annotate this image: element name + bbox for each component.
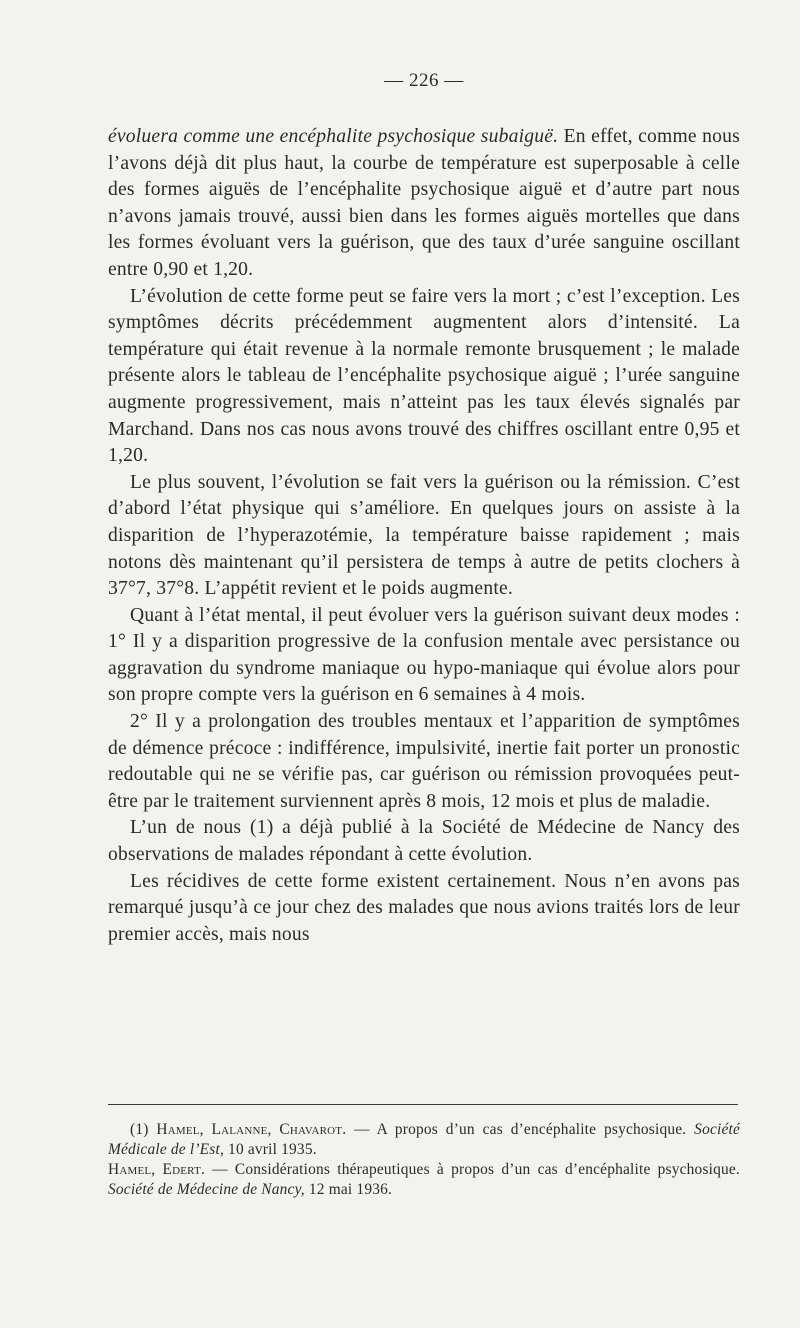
footnote-1: [108, 1120, 740, 1160]
footnote-2-authors: Hamel, Edert.: [108, 1161, 205, 1178]
paragraph-1-italic-lead: évoluera comme une encéphalite psychosique subaiguë.: [108, 126, 559, 147]
paragraph-1-text: En effet, comme nous l’avons déjà dit plus haut, la courbe de température est superposable à celle des formes aiguës de l’encéphalite psychosique aiguë et d’autre part nous n’avons jamais trouvé, aussi bien dans les formes aiguës mortelles que dans les formes évoluant vers la guérison, que des taux d’urée sanguine oscillant entre 0,90 et 1,20.: [108, 126, 740, 280]
footnote-separator: [108, 1104, 738, 1105]
footnotes: [108, 1120, 740, 1200]
body-text: [108, 124, 740, 948]
book-page: [108, 0, 740, 1328]
paragraph-5: 2° Il y a prolongation des troubles mentaux et l’apparition de symptômes de démence précoce : indifférence, impulsivité, inertie fait porter un pronostic redoutable qui ne se vérifie pas, car guérison ou rémission provoquées peut-être par le traitement surviennent après 8 mois, 12 mois et plus de maladie.: [108, 711, 740, 812]
paragraph-7: Les récidives de cette forme existent certainement. Nous n’en avons pas remarqué jusqu’à ce jour chez des malades que nous avions traités lors de leur premier accès, mais nous: [108, 870, 740, 945]
page-number: — 226 —: [384, 70, 464, 91]
footnote-1-marker: (1): [130, 1121, 157, 1138]
footnote-1-title: — A propos d’un cas d’encéphalite psychosique.: [346, 1121, 695, 1138]
footnote-1-authors: Hamel, Lalanne, Chavarot.: [156, 1121, 347, 1138]
footnote-2: [108, 1160, 740, 1200]
footnote-2-journal: Société de Médecine de Nancy,: [108, 1181, 305, 1198]
footnote-1-date: 10 avril 1935.: [224, 1141, 317, 1158]
footnote-2-title: — Considérations thérapeutiques à propos d’un cas d’encéphalite psychosique.: [205, 1161, 740, 1178]
paragraph-1: [108, 124, 740, 284]
paragraph-6: L’un de nous (1) a déjà publié à la Société de Médecine de Nancy des observations de malades répondant à cette évolution.: [108, 817, 740, 866]
footnote-2-date: 12 mai 1936.: [304, 1181, 393, 1198]
paragraph-2: L’évolution de cette forme peut se faire vers la mort ; c’est l’exception. Les symptômes décrits précédemment augmentent alors d’intensité. La température qui était revenue à la normale remonte brusquement ; le malade présente alors le tableau de l’encéphalite psychosique aiguë ; l’urée sanguine augmente progressivement, mais n’atteint pas les taux élevés signalés par Marchand. Dans nos cas nous avons trouvé des chiffres oscillant entre 0,95 et 1,20.: [108, 285, 740, 467]
paragraph-3: Le plus souvent, l’évolution se fait vers la guérison ou la rémission. C’est d’abord l’état physique qui s’améliore. En quelques jours on assiste à la disparition de l’hyperazotémie, la température baisse rapidement ; mais notons dès maintenant qu’il persistera de temps à autre de petits clochers à 37°7, 37°8. L’appétit revient et le poids augmente.: [108, 471, 740, 600]
footnote-1-journal: Société Médicale de l’Est,: [108, 1121, 741, 1158]
paragraph-4: Quant à l’état mental, il peut évoluer vers la guérison suivant deux modes : 1° Il y a disparition progressive de la confusion mentale avec persistance ou aggravation du syndrome maniaque ou hypo-maniaque qui évolue alors pour son propre compte vers la guérison en 6 semaines à 4 mois.: [108, 604, 740, 706]
